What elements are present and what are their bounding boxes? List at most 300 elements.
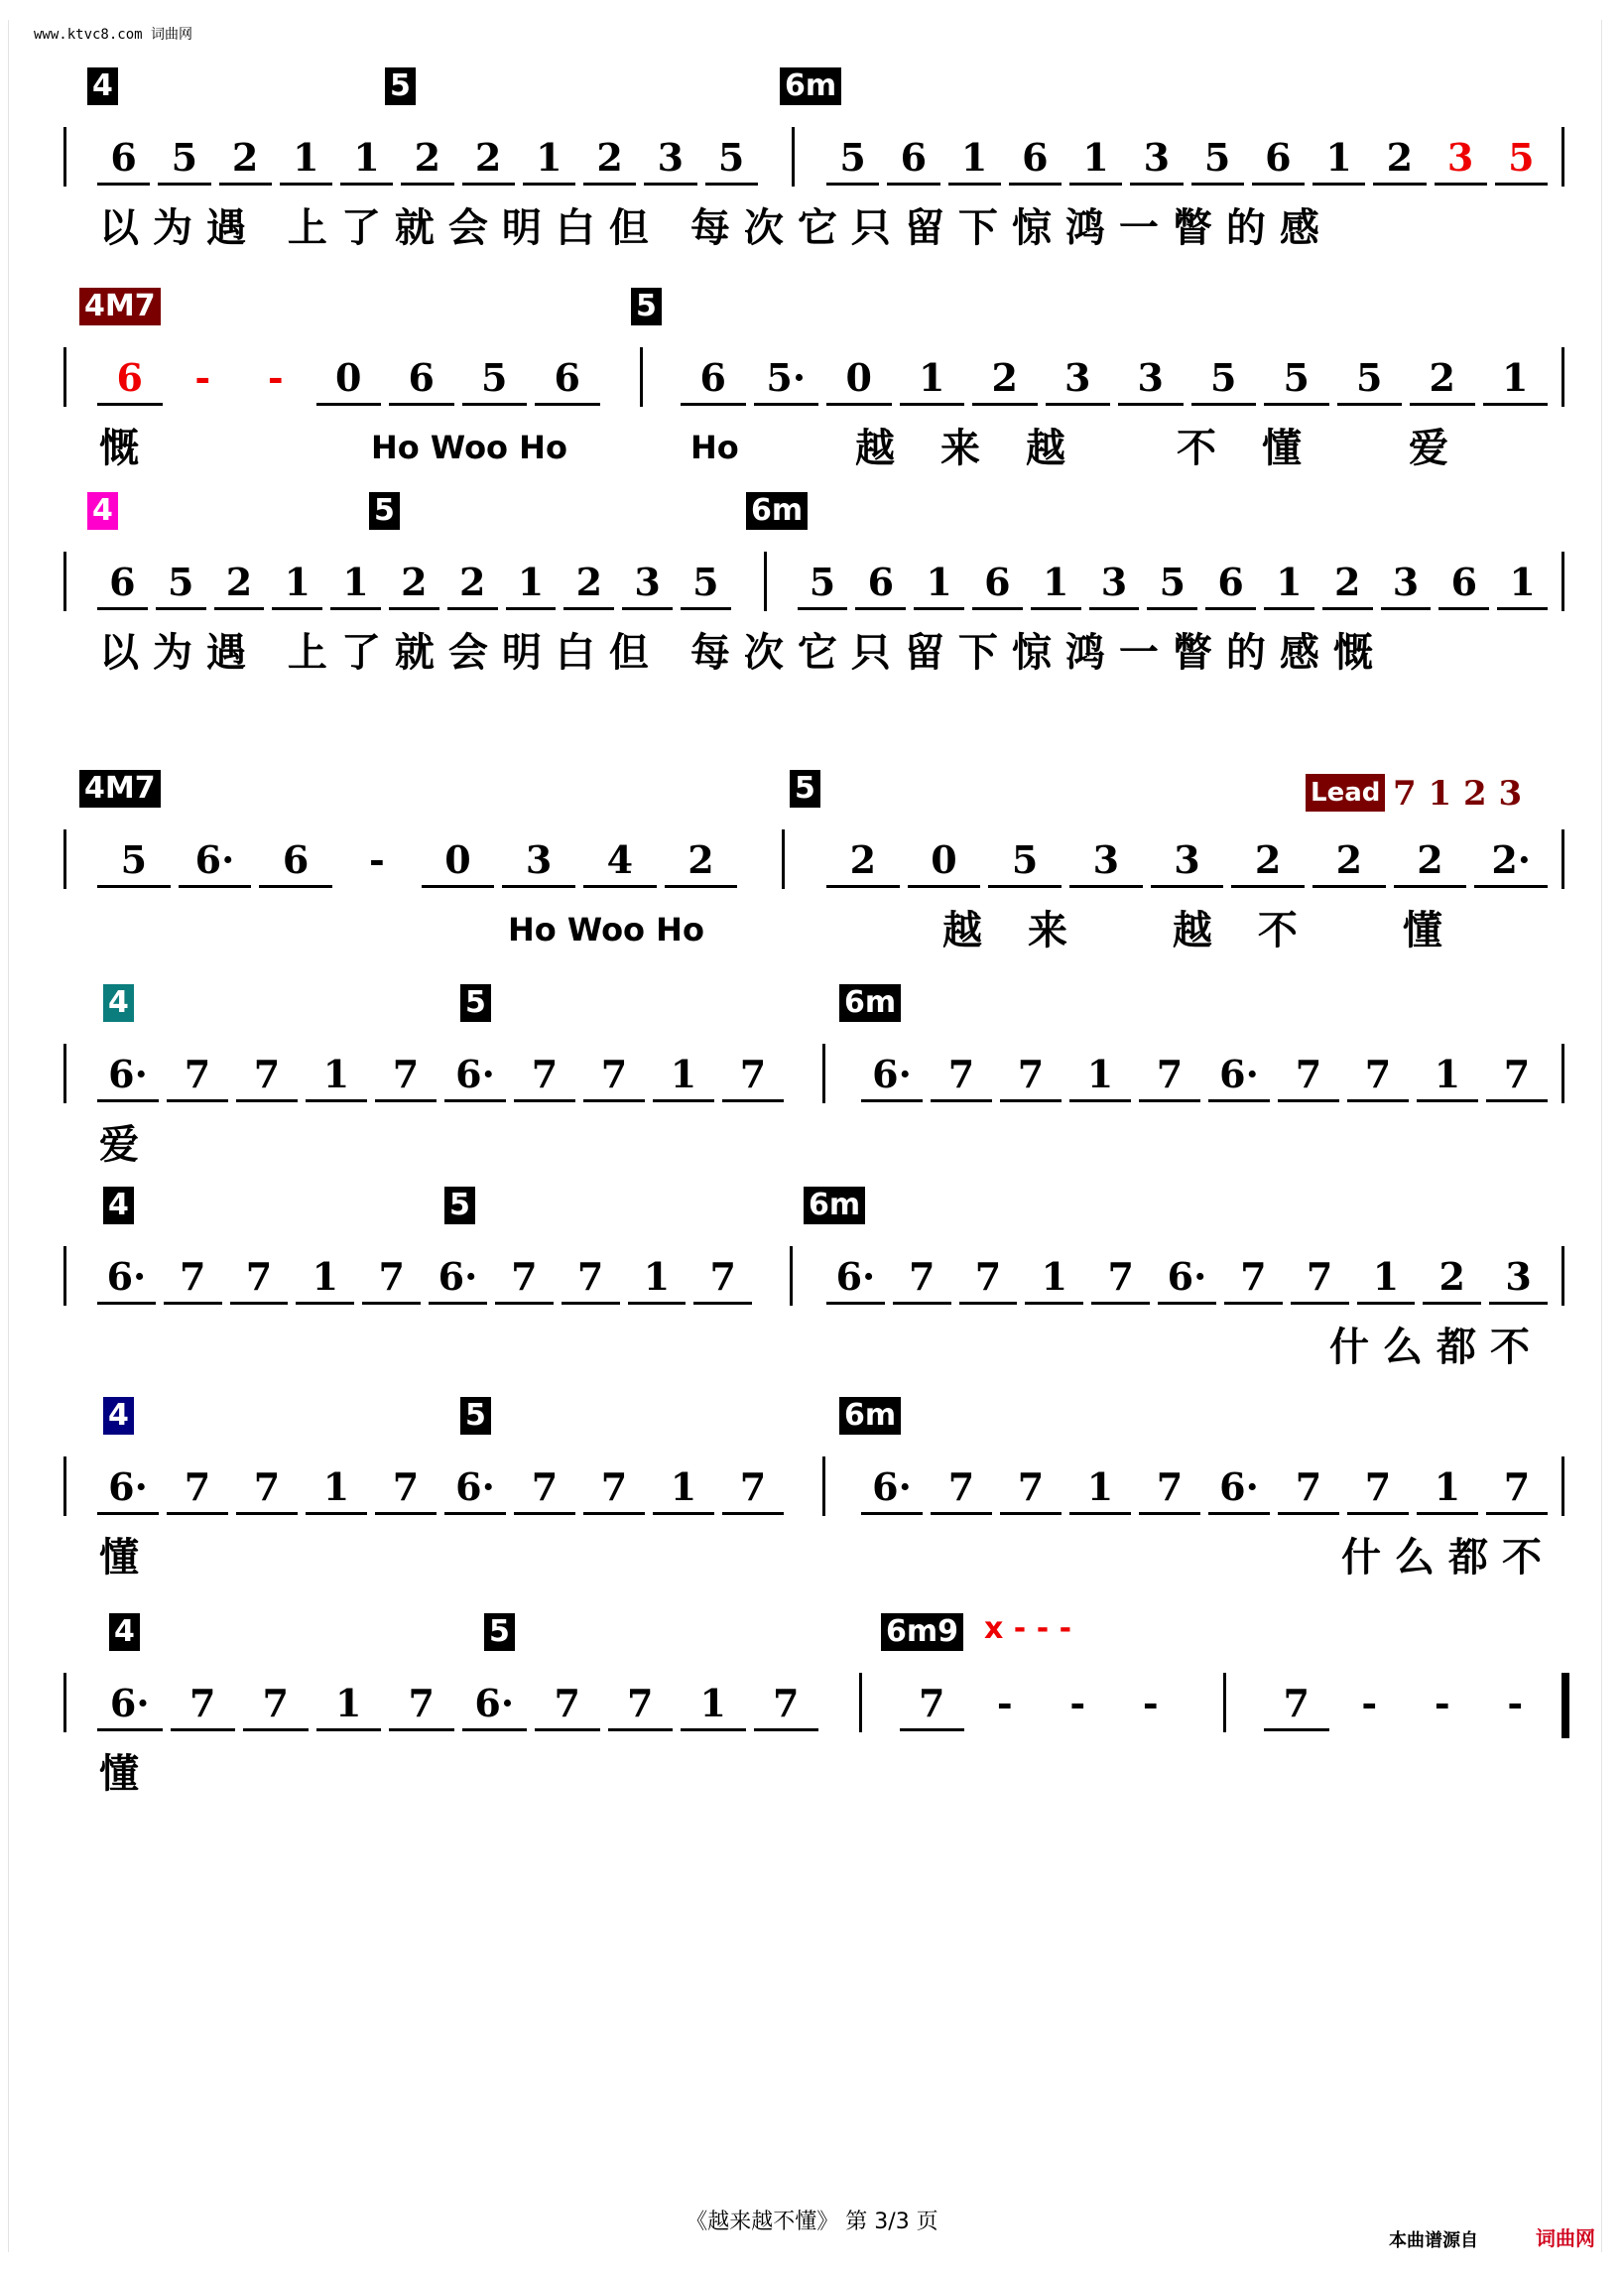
note: 1 [670, 1052, 697, 1096]
chord-label: 6m9 [881, 1613, 963, 1651]
note: 1 [322, 1464, 350, 1509]
chord-label: 5 [460, 1397, 491, 1435]
beam [693, 1302, 752, 1305]
note: 2 [231, 135, 259, 180]
note: 1 [960, 135, 988, 180]
beam [462, 183, 515, 186]
note: 1 [643, 1254, 671, 1299]
note: 2 [474, 135, 502, 180]
note: 7 [1156, 1464, 1184, 1509]
beam [1435, 183, 1487, 186]
lead-notes: 7 1 2 3 [1393, 774, 1523, 814]
beam [1312, 183, 1365, 186]
beam [1278, 1512, 1339, 1515]
note: 5 [1159, 560, 1187, 604]
beam [1139, 1099, 1200, 1102]
note: 7 [739, 1052, 767, 1096]
note: 7 [576, 1254, 604, 1299]
beam [1147, 607, 1197, 610]
barline [1562, 552, 1564, 611]
note: 3 [1092, 837, 1120, 882]
note: 6· [106, 1254, 147, 1299]
lyric-line: 懂 [99, 1751, 153, 1797]
beam [1486, 1512, 1548, 1515]
beam [243, 1728, 309, 1731]
beam [1089, 607, 1140, 610]
vocal-syllables: Ho Woo Ho [508, 911, 704, 949]
note: 4 [606, 837, 634, 882]
beam [1025, 1302, 1083, 1305]
note: 7 [1283, 1681, 1310, 1725]
beam [1118, 403, 1184, 406]
barline [1562, 1246, 1564, 1306]
beam [447, 607, 498, 610]
note: 1 [1082, 135, 1109, 180]
note: 5 [1011, 837, 1039, 882]
chord-label: 5 [369, 492, 400, 530]
beam [316, 403, 382, 406]
beam [908, 885, 981, 888]
beam [1252, 183, 1305, 186]
chord-label: 4 [103, 1187, 134, 1224]
note: 5 [1283, 355, 1310, 400]
beam [306, 1099, 367, 1102]
beam [1394, 885, 1467, 888]
note: 2 [1429, 355, 1455, 400]
note: 6 [984, 560, 1011, 604]
note: - [1069, 1681, 1086, 1725]
note: 1 [293, 135, 319, 180]
note: 7 [1107, 1254, 1134, 1299]
beam [401, 183, 453, 186]
beam [722, 1512, 784, 1515]
beam [972, 607, 1023, 610]
beam [861, 1099, 923, 1102]
note: 7 [253, 1052, 281, 1096]
beam [722, 1099, 784, 1102]
note: 0 [444, 837, 471, 882]
beam [1264, 1728, 1329, 1731]
note: 7 [709, 1254, 736, 1299]
beam [563, 607, 614, 610]
note: 6· [1219, 1052, 1259, 1096]
beam [1139, 1512, 1200, 1515]
beam [1347, 1099, 1409, 1102]
note: 3 [1100, 560, 1128, 604]
note: 6· [872, 1052, 912, 1096]
note: 2 [991, 355, 1018, 400]
note: 2 [414, 135, 441, 180]
beam [893, 1302, 951, 1305]
beam [97, 1728, 163, 1731]
beam [340, 183, 393, 186]
beam [1091, 1302, 1150, 1305]
barline [1562, 1456, 1564, 1516]
beam [826, 183, 879, 186]
beam [502, 885, 575, 888]
beam [1438, 607, 1489, 610]
beam [97, 1302, 156, 1305]
note: 1 [1434, 1052, 1461, 1096]
note: 7 [974, 1254, 1002, 1299]
beam [1483, 403, 1549, 406]
note: 5 [1508, 135, 1535, 180]
beam [495, 1302, 554, 1305]
note: 7 [511, 1254, 538, 1299]
note: 7 [184, 1464, 211, 1509]
beam [444, 1099, 506, 1102]
beam [429, 1302, 487, 1305]
beam [1489, 1302, 1548, 1305]
note: 6 [1265, 135, 1292, 180]
beam [462, 403, 528, 406]
note: 2· [1491, 837, 1531, 882]
note: 7 [392, 1052, 420, 1096]
note: 6· [835, 1254, 876, 1299]
beam [1322, 607, 1373, 610]
note: 7 [531, 1052, 559, 1096]
note: 7 [531, 1464, 559, 1509]
barline [1223, 1673, 1226, 1732]
right-margin-strip [1601, 20, 1612, 2252]
beam [506, 607, 557, 610]
note: - [194, 355, 211, 400]
note: 7 [1364, 1052, 1392, 1096]
lyric-line: 什么都不 [1329, 1325, 1544, 1370]
note: 2 [596, 135, 623, 180]
note: - [368, 837, 385, 882]
note: 7 [1017, 1052, 1045, 1096]
note: - [996, 1681, 1013, 1725]
note: 3 [1174, 837, 1200, 882]
note: 2 [225, 560, 253, 604]
beam [583, 885, 657, 888]
chord-label: 4M7 [79, 770, 161, 808]
note: 1 [517, 560, 545, 604]
beam [562, 1302, 620, 1305]
beam [681, 1728, 746, 1731]
note: 6 [554, 355, 580, 400]
beam [583, 1099, 645, 1102]
note: 5 [1356, 355, 1383, 400]
note: 3 [1446, 135, 1474, 180]
note: 1 [1086, 1052, 1114, 1096]
barline [63, 1673, 66, 1732]
barline [790, 1246, 793, 1306]
beam [653, 1099, 714, 1102]
beam [931, 1099, 992, 1102]
beam [1357, 1302, 1416, 1305]
note: 7 [179, 1254, 206, 1299]
note: 3 [1064, 355, 1091, 400]
chord-label: 6m [839, 1397, 901, 1435]
lyric-line: 不懂 [1177, 426, 1347, 471]
note: 2 [687, 837, 714, 882]
note: 7 [1240, 1254, 1267, 1299]
beam [1000, 1099, 1062, 1102]
beam [158, 183, 210, 186]
beam [798, 607, 848, 610]
chord-label: 5 [790, 770, 820, 808]
note: 7 [947, 1464, 975, 1509]
note: 7 [378, 1254, 405, 1299]
beam [1191, 183, 1244, 186]
left-margin-strip [8, 20, 19, 2252]
note: 1 [919, 355, 945, 400]
chord-label: 6m [839, 984, 901, 1022]
chord-label: 4 [103, 984, 134, 1022]
chord-label: 6m [804, 1187, 865, 1224]
note: 7 [1156, 1052, 1184, 1096]
beam [1486, 1099, 1548, 1102]
note: 0 [845, 355, 872, 400]
beam [622, 607, 673, 610]
chord-label: 4 [103, 1397, 134, 1435]
note: 2 [1335, 837, 1363, 882]
beam [97, 607, 148, 610]
note: 6 [867, 560, 895, 604]
beam [330, 607, 381, 610]
beam [681, 607, 731, 610]
note: 1 [1086, 1464, 1114, 1509]
note: 5 [1203, 135, 1231, 180]
note: 7 [1503, 1464, 1531, 1509]
beam [1291, 1302, 1349, 1305]
barline [63, 552, 66, 611]
note: 2 [401, 560, 428, 604]
note: 5 [839, 135, 866, 180]
note: 3 [634, 560, 661, 604]
note: 3 [1143, 135, 1171, 180]
note: 6 [1022, 135, 1049, 180]
beam [900, 1728, 965, 1731]
note: 1 [353, 135, 380, 180]
beam [1191, 403, 1257, 406]
beam [1417, 1099, 1478, 1102]
beam [296, 1302, 354, 1305]
beam [514, 1512, 575, 1515]
note: 7 [189, 1681, 216, 1725]
vocal-syllables: Ho [690, 429, 739, 466]
note: 1 [1509, 560, 1536, 604]
note: 7 [408, 1681, 435, 1725]
note: 3 [1137, 355, 1164, 400]
beam [628, 1302, 687, 1305]
beam [1208, 1099, 1270, 1102]
beam [855, 607, 906, 610]
chord-label: 5 [444, 1187, 475, 1224]
note: 1 [1325, 135, 1352, 180]
beam [1373, 183, 1426, 186]
note: 1 [322, 1052, 350, 1096]
chord-label: 4 [87, 492, 118, 530]
note: 0 [335, 355, 362, 400]
note: 3 [657, 135, 685, 180]
lyric-line: 什么都不 [1341, 1535, 1556, 1581]
beam [653, 1512, 714, 1515]
beam [272, 607, 322, 610]
note: 1 [1276, 560, 1303, 604]
lyric-line: 懂 [99, 1535, 153, 1581]
note: 1 [1434, 1464, 1461, 1509]
note: 6· [108, 1052, 148, 1096]
beam [1312, 885, 1386, 888]
barline [822, 1456, 825, 1516]
note: 5 [167, 560, 194, 604]
note: 7 [184, 1052, 211, 1096]
note: 6· [194, 837, 235, 882]
beam [1224, 1302, 1283, 1305]
note: 6 [282, 837, 310, 882]
beam [167, 1512, 228, 1515]
note: 0 [931, 837, 957, 882]
beam [1069, 183, 1122, 186]
beam [887, 183, 939, 186]
note: 6 [110, 135, 137, 180]
note: 7 [947, 1052, 975, 1096]
note: 7 [1503, 1052, 1531, 1096]
beam [422, 885, 495, 888]
beam [988, 885, 1062, 888]
beam [444, 1512, 506, 1515]
note: 1 [1372, 1254, 1400, 1299]
note: 7 [253, 1464, 281, 1509]
beam [375, 1099, 437, 1102]
note: 5 [481, 355, 508, 400]
beam [1205, 607, 1256, 610]
note: 6· [455, 1464, 495, 1509]
note: 7 [600, 1464, 628, 1509]
beam [754, 1728, 819, 1731]
beam [1151, 885, 1224, 888]
barline [1562, 829, 1564, 889]
beam [826, 885, 900, 888]
beam [236, 1512, 298, 1515]
note: 6· [109, 1681, 150, 1725]
chord-label: 4M7 [79, 288, 161, 325]
beam [97, 1512, 159, 1515]
beam [389, 403, 454, 406]
beam [1495, 183, 1548, 186]
note: 5 [717, 135, 745, 180]
note: 3 [1505, 1254, 1532, 1299]
beam [1264, 403, 1329, 406]
beam [1130, 183, 1183, 186]
beam [1208, 1512, 1270, 1515]
beam [861, 1512, 923, 1515]
beam [583, 1512, 645, 1515]
note: - [1142, 1681, 1159, 1725]
beam [1231, 885, 1305, 888]
beam [171, 1728, 236, 1731]
beam [156, 607, 206, 610]
note: 1 [1502, 355, 1529, 400]
beam [535, 1728, 600, 1731]
note: 3 [525, 837, 553, 882]
beam [1337, 403, 1403, 406]
beam [1009, 183, 1062, 186]
beam [1278, 1099, 1339, 1102]
beam [97, 403, 163, 406]
barline [792, 127, 795, 187]
beam [389, 1728, 454, 1731]
beam [523, 183, 575, 186]
beam [514, 1099, 575, 1102]
beam [1069, 1099, 1131, 1102]
beam [375, 1512, 437, 1515]
note: 1 [1041, 1254, 1068, 1299]
note: 1 [536, 135, 562, 180]
beam [1069, 1512, 1131, 1515]
barline [63, 347, 66, 407]
beam [259, 885, 332, 888]
beam [316, 1728, 382, 1731]
note: 6· [1167, 1254, 1207, 1299]
note: 6 [408, 355, 435, 400]
note: 3 [1392, 560, 1420, 604]
beam [1264, 607, 1314, 610]
beam [1158, 1302, 1216, 1305]
note: 7 [245, 1254, 273, 1299]
note: 5 [809, 560, 836, 604]
beam [705, 183, 758, 186]
vocal-syllables: Ho Woo Ho [371, 429, 567, 466]
beam [665, 885, 738, 888]
barline [63, 127, 66, 187]
note: 1 [670, 1464, 697, 1509]
beam [535, 403, 600, 406]
chord-label: 5 [631, 288, 662, 325]
lyric-line: 慨 [99, 426, 153, 471]
note: 5 [692, 560, 719, 604]
note: 2 [575, 560, 603, 604]
beam [826, 1302, 885, 1305]
barline [782, 829, 785, 889]
beam [306, 1512, 367, 1515]
lyric-line: 爱 [99, 1122, 153, 1168]
note: 1 [335, 1681, 362, 1725]
note: - [1507, 1681, 1524, 1725]
note: 6· [108, 1464, 148, 1509]
note: 7 [262, 1681, 289, 1725]
chord-label: 6m [780, 67, 841, 105]
barline [63, 1246, 66, 1306]
beam [219, 183, 272, 186]
note: 7 [1295, 1464, 1322, 1509]
beam [1474, 885, 1548, 888]
lyric-line: 以为遇 上了就会明白但 每次它只留下惊鸿一瞥的感 [99, 205, 1333, 251]
note: 6 [109, 560, 136, 604]
beam [1069, 885, 1143, 888]
note: 2 [1438, 1254, 1465, 1299]
note: 5 [1210, 355, 1237, 400]
note: 5 [120, 837, 148, 882]
beam [389, 607, 439, 610]
beam [644, 183, 696, 186]
brand-logo: 词曲网 [1536, 2226, 1595, 2250]
beam [1000, 1512, 1062, 1515]
note: 6· [1219, 1464, 1259, 1509]
beam [681, 403, 746, 406]
chord-label: 4 [87, 67, 118, 105]
beam [97, 885, 171, 888]
note: 6 [699, 355, 726, 400]
note: 2 [1333, 560, 1361, 604]
note: 7 [600, 1052, 628, 1096]
beam [1423, 1302, 1481, 1305]
source-label: 本曲谱源自 [1389, 2230, 1478, 2251]
beam [214, 607, 265, 610]
